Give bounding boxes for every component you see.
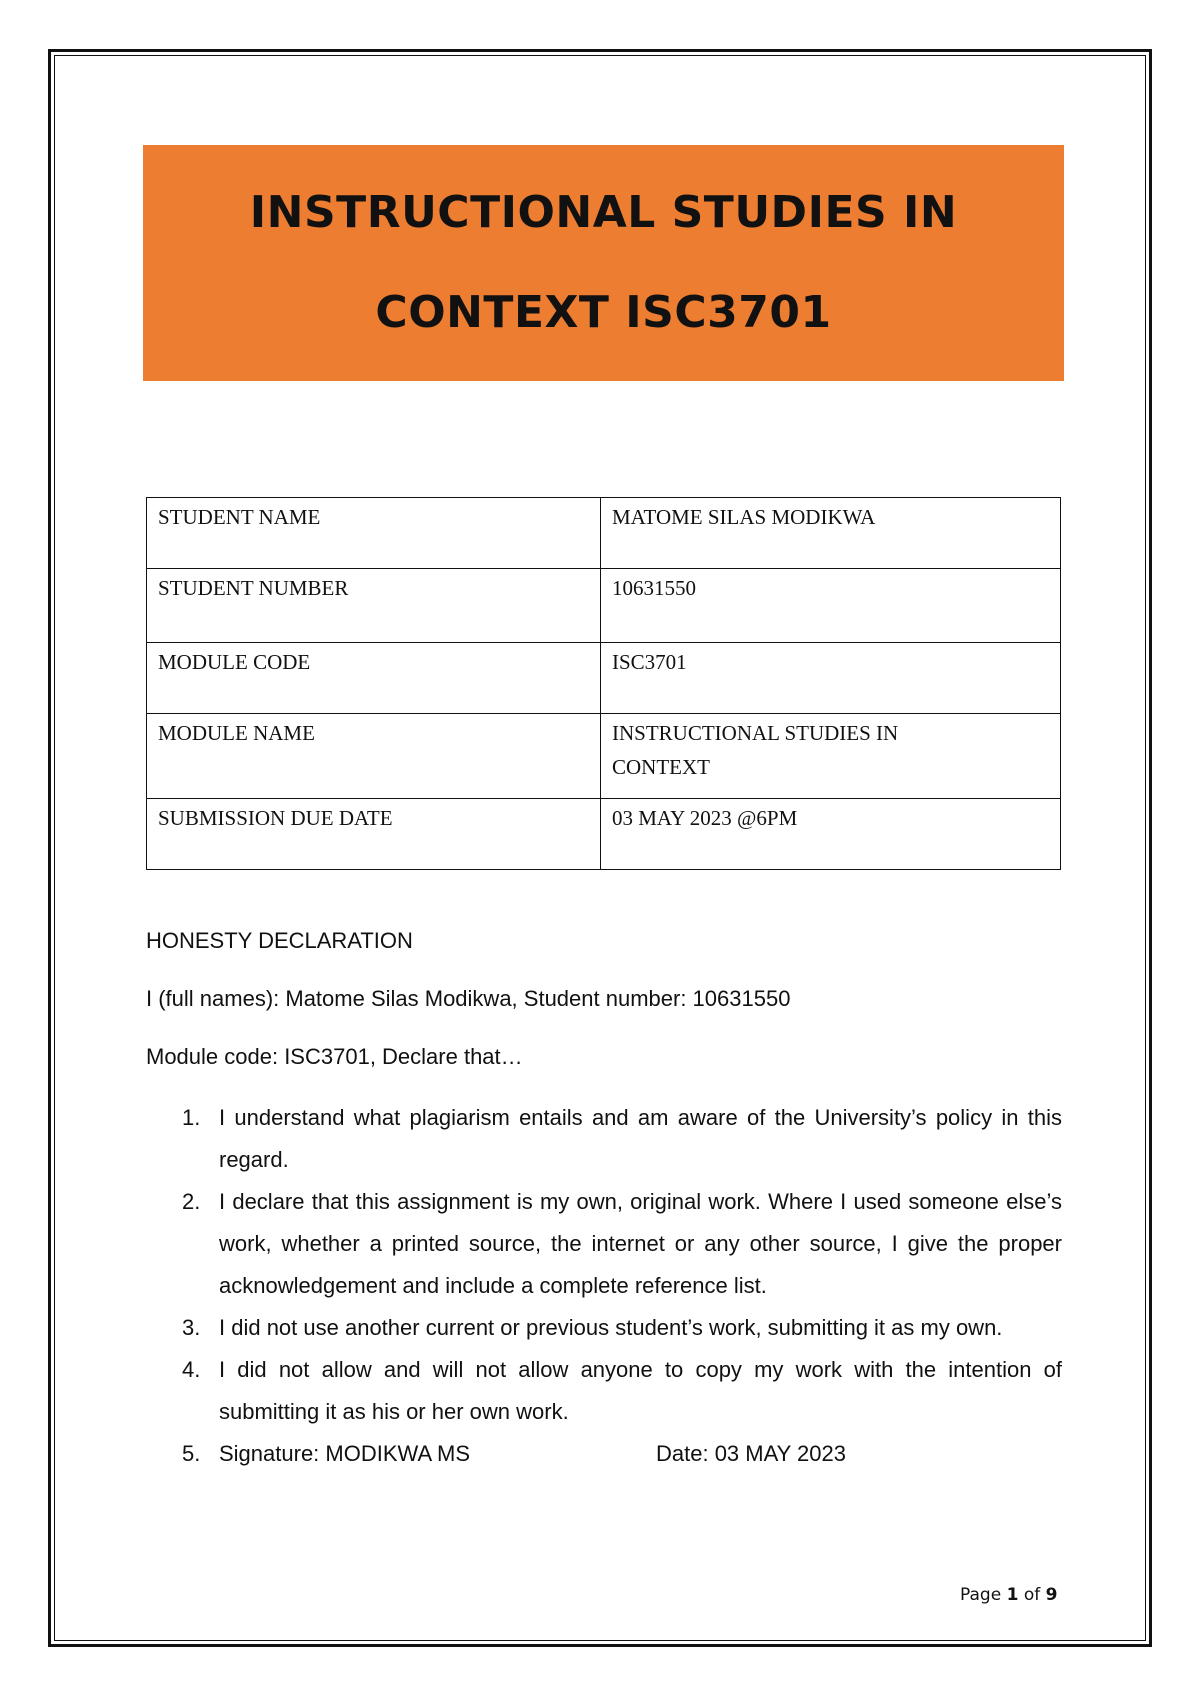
banner-title-line-1: INSTRUCTIONAL STUDIES IN	[249, 187, 958, 238]
table-row	[147, 714, 1061, 799]
module-name-label: MODULE NAME	[147, 714, 601, 799]
table-row	[147, 569, 1061, 643]
table-row	[147, 498, 1061, 569]
item-number: 4.	[182, 1357, 201, 1382]
total-pages-number: 9	[1045, 1585, 1058, 1605]
student-name-value: MATOME SILAS MODIKWA	[601, 498, 1061, 569]
list-item	[146, 1097, 1062, 1181]
item-number: 2.	[182, 1189, 201, 1214]
title-banner	[143, 145, 1064, 381]
due-date-value: 03 MAY 2023 @6PM	[601, 799, 1061, 870]
item-text: I understand what plagiarism entails and am aware of the University’s policy in this regard.	[219, 1105, 1062, 1172]
page-word: Page	[960, 1585, 1002, 1605]
student-number-value: 10631550	[601, 569, 1061, 643]
signature-date: Date: 03 MAY 2023	[656, 1441, 846, 1466]
due-date-label: SUBMISSION DUE DATE	[147, 799, 601, 870]
list-item	[146, 1349, 1062, 1433]
item-text: I did not use another current or previous student’s work, submitting it as my own.	[219, 1315, 1003, 1340]
module-name-value-line-2: CONTEXT	[612, 755, 710, 779]
declaration-statements	[146, 1097, 1062, 1475]
item-number: 5.	[182, 1441, 201, 1466]
item-text: I declare that this assignment is my own, original work. Where I used someone else’s work, whether a printed source, the internet or any other source, I give the proper acknowledgement and include a complete reference list.	[219, 1189, 1062, 1298]
module-name-value	[601, 714, 1061, 799]
current-page-number: 1	[1006, 1585, 1019, 1605]
banner-title-line-2: CONTEXT ISC3701	[375, 287, 832, 338]
module-name-value-line-1: INSTRUCTIONAL STUDIES IN	[612, 721, 899, 745]
declaration-names-line: I (full names): Matome Silas Modikwa, Student number: 10631550	[146, 986, 791, 1011]
list-item	[146, 1181, 1062, 1307]
item-number: 3.	[182, 1315, 201, 1340]
table-row	[147, 643, 1061, 714]
page-footer	[960, 1585, 1057, 1605]
declaration-module-line: Module code: ISC3701, Declare that…	[146, 1044, 523, 1069]
module-code-label: MODULE CODE	[147, 643, 601, 714]
declaration-heading: HONESTY DECLARATION	[146, 928, 413, 953]
student-info-table	[146, 497, 1061, 870]
signature-text: Signature: MODIKWA MS	[219, 1441, 471, 1466]
student-number-label: STUDENT NUMBER	[147, 569, 601, 643]
module-code-value: ISC3701	[601, 643, 1061, 714]
student-name-label: STUDENT NAME	[147, 498, 601, 569]
table-row	[147, 799, 1061, 870]
signature-item	[146, 1433, 1062, 1475]
item-number: 1.	[182, 1105, 201, 1130]
list-item	[146, 1307, 1062, 1349]
item-text: I did not allow and will not allow anyone to copy my work with the intention of submitting it as his or her own work.	[219, 1357, 1062, 1424]
of-word: of	[1023, 1585, 1041, 1605]
